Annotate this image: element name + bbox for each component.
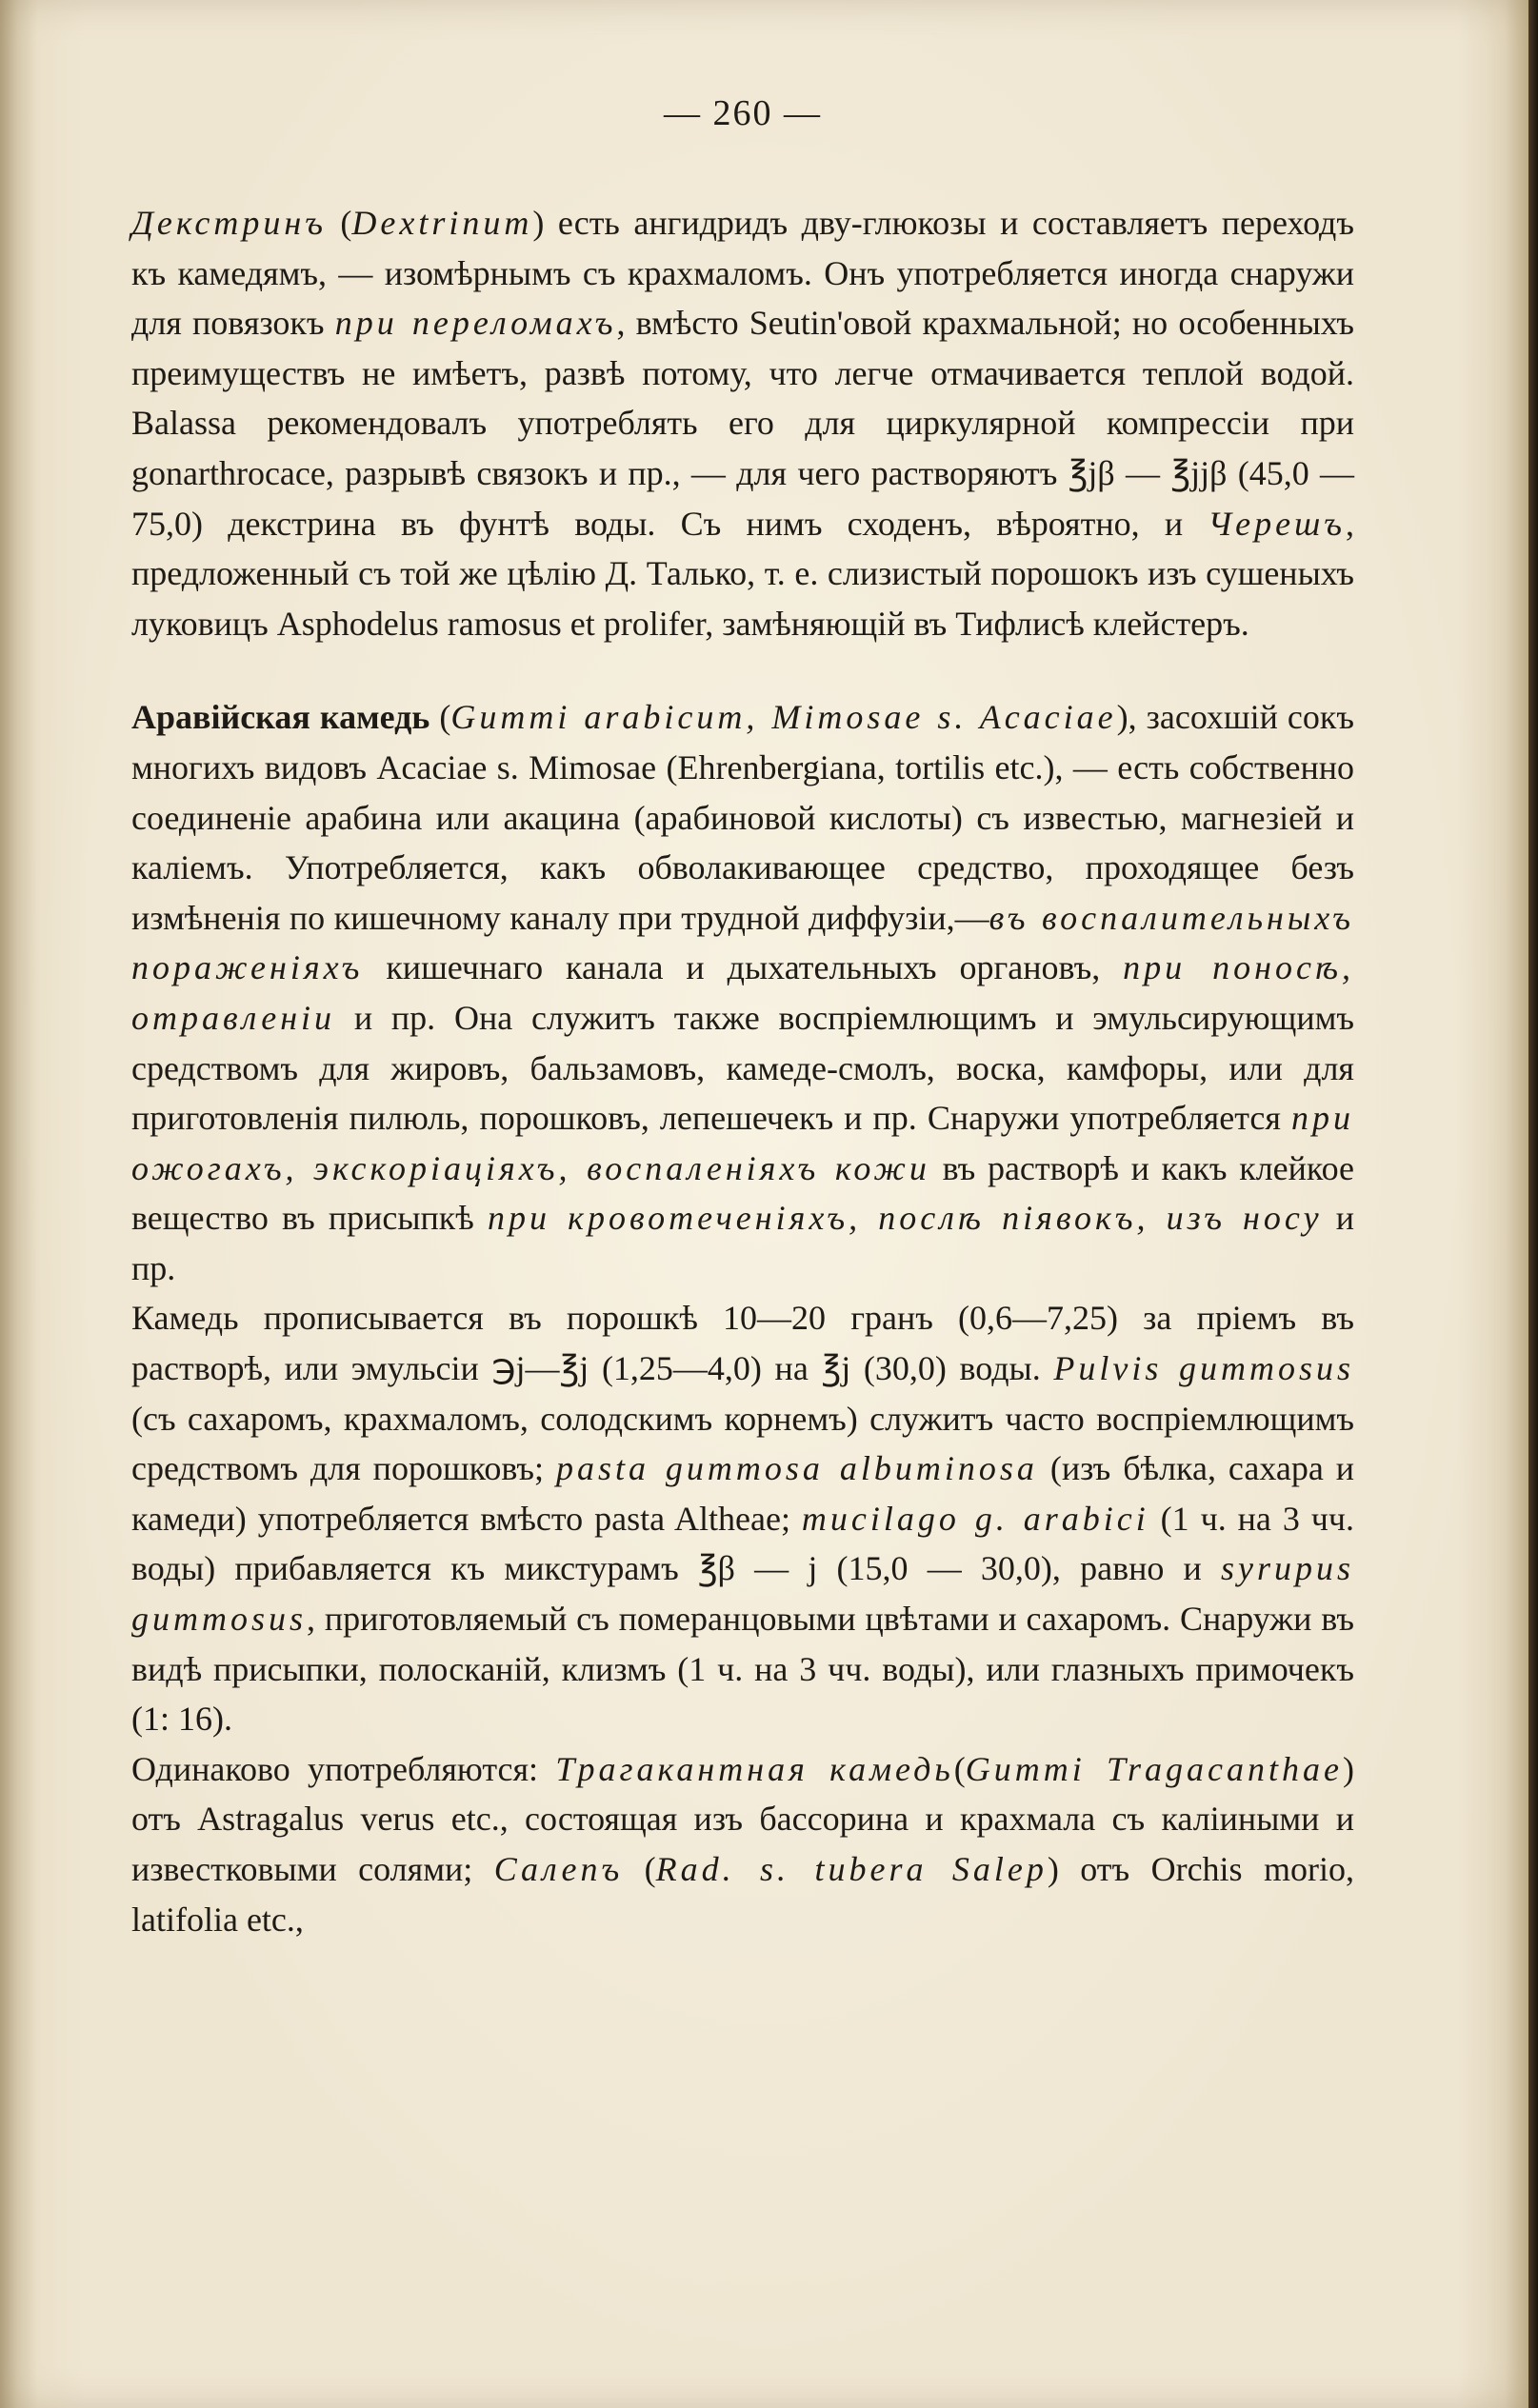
text-run: ), засохшій сокъ многихъ видовъ Acaciae s. Mimosae (Ehrenbergiana, tortilis etc.), — есть собственно соединеніе арабина или акацина (арабиновой кислоты) съ известью, магнезіей и каліемъ. Употребляется, какъ обволакивающее средство, проходящее безъ измѣненія по кишечному каналу при трудной диффузіи,— <box>131 698 1355 937</box>
emphasized-term: Салепъ <box>493 1850 624 1888</box>
page-edge-shadow <box>1528 0 1538 2408</box>
emphasized-term: pasta gummosa albuminosa <box>555 1449 1038 1488</box>
page-text-block <box>131 91 1354 1944</box>
emphasized-term: при поносѣ, отравленіи <box>131 948 1354 1037</box>
emphasized-term: Dextrinum <box>351 204 533 242</box>
page-number: — 260 — <box>664 93 822 133</box>
text-run: ( <box>623 1850 656 1888</box>
text-run: , предложенный съ той же цѣлію Д. Талько, т. е. слизистый порошокъ изъ сушеныхъ луковицъ Asphodelus ramosus et prolifer, замѣняющій въ Тифлисѣ клейстеръ. <box>131 504 1354 643</box>
paragraph-tragacanth <box>131 1744 1354 1944</box>
text-run: (изъ бѣлка, сахара и камеди) употребляется вмѣсто pasta Altheae; <box>131 1449 1354 1538</box>
text-run: ) отъ Astragalus verus etc., состоящая изъ бассорина и крахмала съ каліиными и известковыми солями; <box>131 1749 1354 1888</box>
text-run: и пр. <box>131 1199 1355 1287</box>
emphasized-term: Трагакантная камедь <box>555 1749 954 1788</box>
emphasized-term: mucilago g. arabici <box>801 1499 1149 1538</box>
text-run: ) отъ Orchis morio, latifolia etc., <box>131 1850 1354 1939</box>
paragraph-dextrin <box>131 198 1354 648</box>
emphasized-term: Декстринъ <box>131 204 327 242</box>
emphasized-term: при переломахъ <box>334 304 617 343</box>
text-run: , приготовляемый съ померанцовыми цвѣтами и сахаромъ. Снаружи въ видѣ присыпки, полосканій, клизмъ (1 ч. на 3 чч. воды), или глазныхъ примочекъ (1: 16). <box>131 1600 1354 1739</box>
emphasized-term: Gummi arabicum, Mimosae s. Acaciae <box>450 698 1117 737</box>
emphasized-term: Rad. s. tubera Salep <box>655 1850 1048 1888</box>
text-run: Одинаково употребляются: <box>131 1749 556 1788</box>
paragraph-gum-arabic <box>131 692 1354 1293</box>
emphasized-term: въ воспалительныхъ пораженіяхъ <box>131 898 1354 987</box>
emphasized-term: Черешъ <box>1208 504 1346 543</box>
text-run: ( <box>326 204 352 242</box>
text-run: и пр. Она служитъ также воспріемлющимъ и эмульсирующимъ средствомъ для жировъ, бальзамовъ, камеде-смолъ, воска, камфоры, или для приготовленія пилюль, порошковъ, лепешечекъ и пр. Снаружи употребляется <box>131 998 1354 1138</box>
text-run: , вмѣсто Seutin'овой крахмальной; но особенныхъ преимуществъ не имѣетъ, развѣ потому, что легче отмачивается теплой водой. Balassa рекомендовалъ употреблять его для циркулярной компрессіи при gonarthrocace, разрывѣ связокъ и пр., — для чего растворяютъ ℥jβ — ℥jjβ (45,0 — 75,0) декстрина въ фунтѣ воды. Съ нимъ сходенъ, вѣроятно, и <box>131 304 1354 543</box>
emphasized-term: Pulvis gummosus <box>1053 1349 1354 1388</box>
emphasized-term: Gummi Tragacanthae <box>965 1749 1343 1788</box>
text-run: Камедь прописывается въ порошкѣ 10—20 гранъ (0,6—7,25) за пріемъ въ растворѣ, или эмульсіи ℈j—℥j (1,25—4,0) на ℥j (30,0) воды. <box>131 1299 1354 1388</box>
text-run: (1 ч. на 3 чч. воды) прибавляется къ микстурамъ ℥β — j (15,0 — 30,0), равно и <box>131 1499 1354 1588</box>
text-run: (съ сахаромъ, крахмаломъ, солодскимъ корнемъ) служитъ часто воспріемлющимъ средствомъ для порошковъ; <box>131 1399 1354 1488</box>
text-run: ( <box>953 1749 966 1788</box>
emphasized-term: при кровотеченіяхъ, послѣ піявокъ, изъ носу <box>487 1199 1323 1238</box>
emphasized-term: при ожогахъ, экскоріаціяхъ, воспаленіяхъ кожи <box>131 1099 1354 1187</box>
text-run: ) есть ангидридъ дву-глюкозы и составляетъ переходъ къ камедямъ, — изомѣрнымъ съ крахмаломъ. Онъ употребляется иногда снаружи для повязокъ <box>131 204 1354 343</box>
emphasized-term: syrupus gummosus <box>131 1549 1354 1639</box>
paragraph-gum-dosage <box>131 1293 1354 1743</box>
text-run: ( <box>429 698 451 737</box>
section-heading-term: Аравійская камедь <box>131 698 430 737</box>
text-run: въ растворѣ и какъ клейкое вещество въ присыпкѣ <box>131 1148 1354 1238</box>
text-run: кишечнаго канала и дыхательныхъ органовъ, <box>363 948 1124 987</box>
